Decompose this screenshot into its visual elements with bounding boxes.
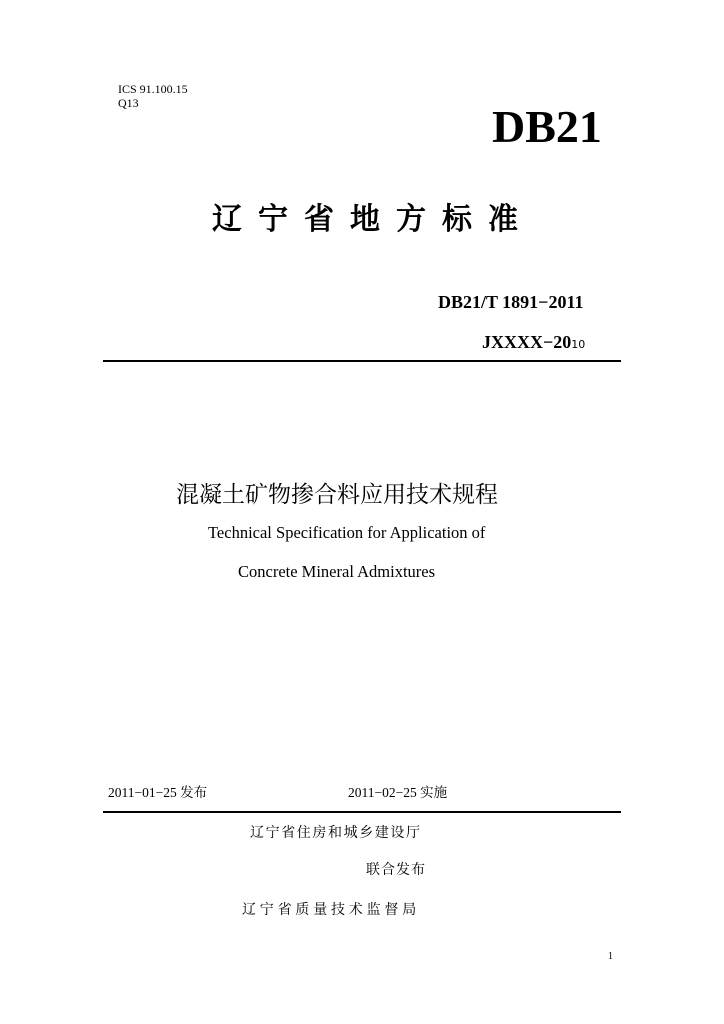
implementation-date: 2011−02−25 实施 (348, 785, 448, 800)
document-title-en-line1: Technical Specification for Application of (208, 523, 486, 542)
issue-date: 2011−01−25 发布 (108, 785, 208, 800)
standard-type-title: 辽宁省地方标准 (212, 202, 534, 237)
bottom-divider (103, 811, 621, 813)
standard-code: DB21 (492, 101, 602, 152)
classification-code: Q13 (118, 96, 139, 110)
alt-number-main: JXXXX−20 (482, 332, 572, 352)
top-divider (103, 360, 621, 362)
ics-code: ICS 91.100.15 (118, 82, 188, 96)
document-title-en-line2: Concrete Mineral Admixtures (238, 562, 436, 581)
joint-issue-label: 联合发布 (366, 862, 426, 878)
document-title-cn: 混凝土矿物掺合料应用技术规程 (176, 482, 498, 508)
issuer-housing-department: 辽宁省住房和城乡建设厅 (250, 825, 422, 841)
alt-standard-number (482, 331, 585, 356)
alt-number-suffix: 10 (571, 338, 586, 351)
issuer-quality-bureau: 辽宁省质量技术监督局 (242, 902, 420, 918)
page-number: 1 (608, 951, 613, 962)
standard-number: DB21/T 1891−2011 (438, 292, 584, 312)
